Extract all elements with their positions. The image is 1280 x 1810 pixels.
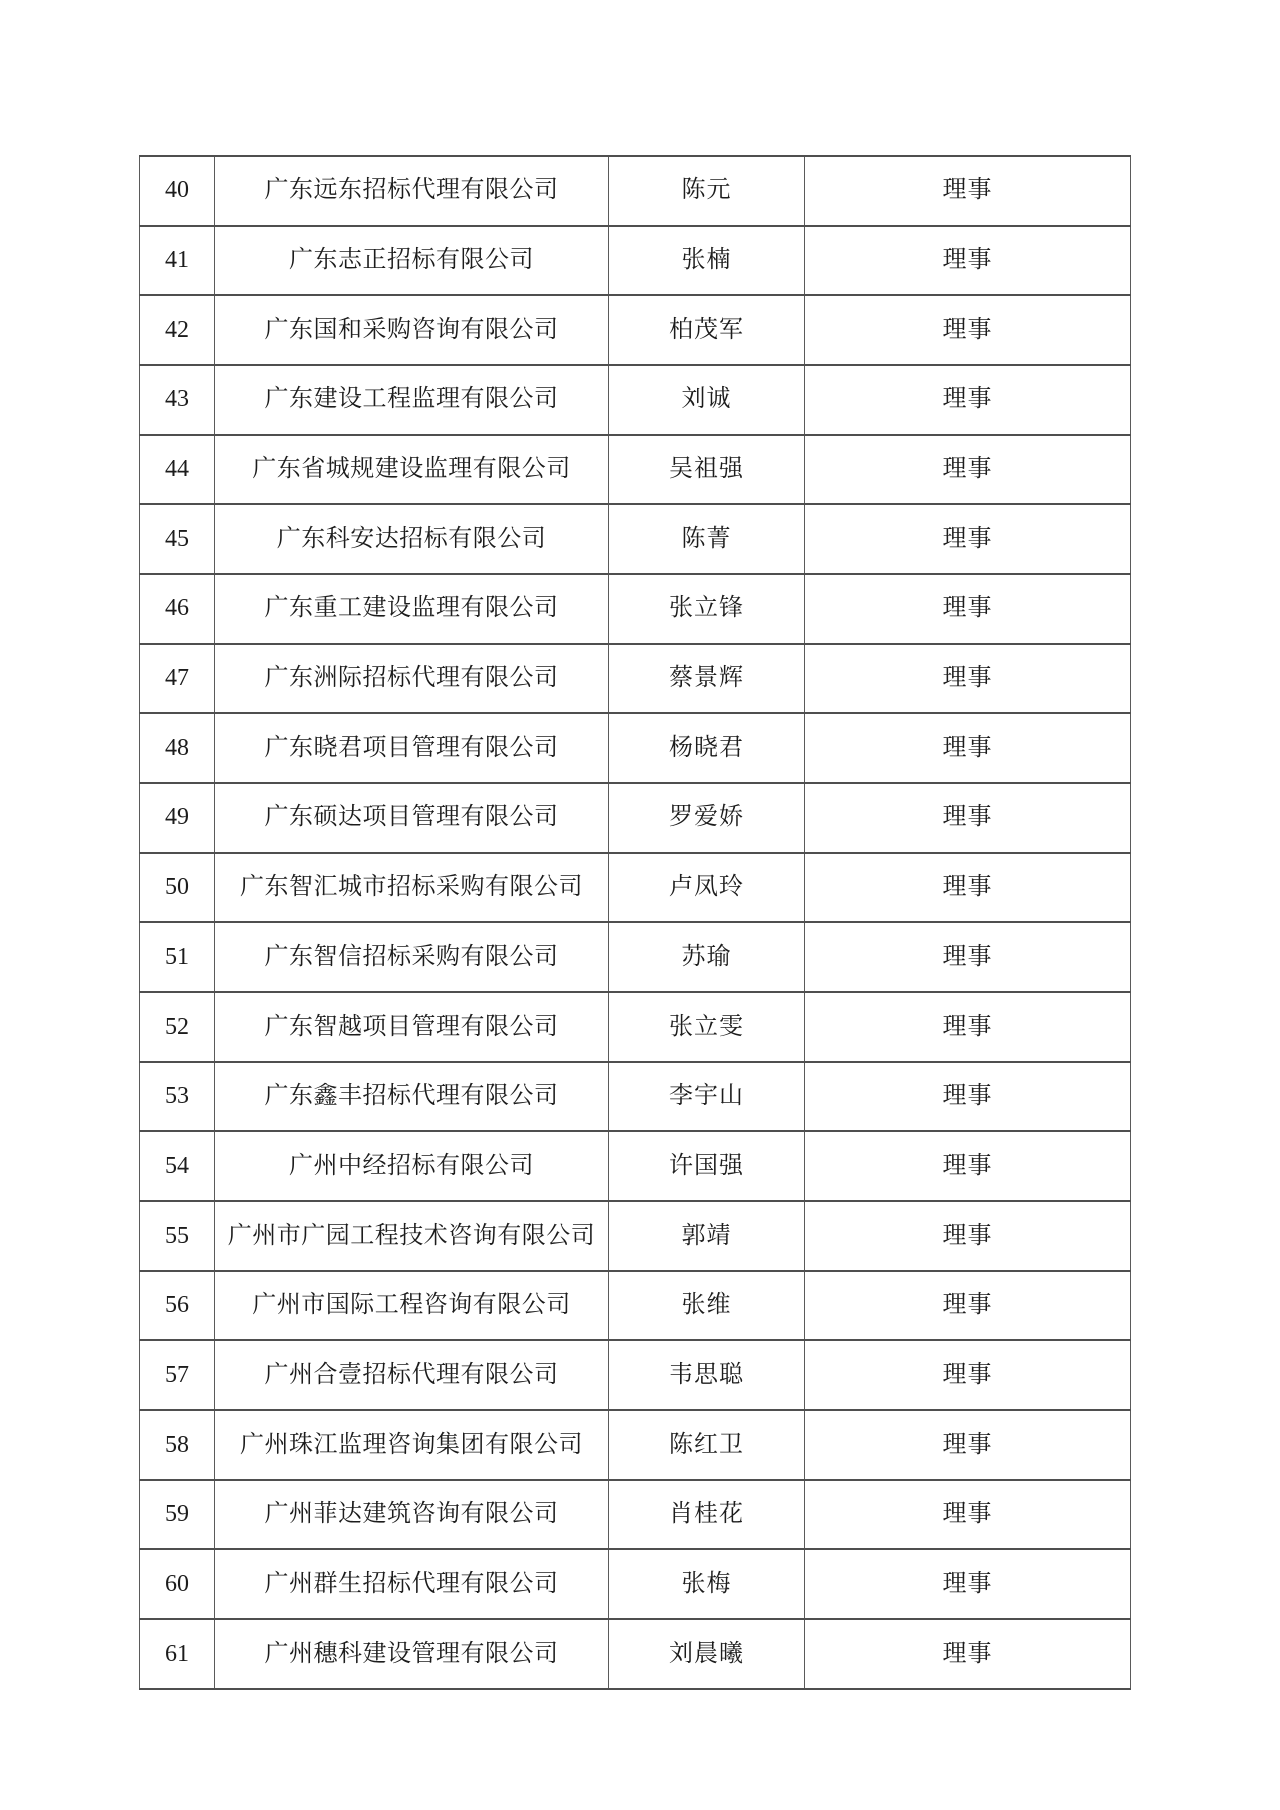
- company-name-cell: 广东智信招标采购有限公司: [215, 922, 609, 992]
- role-cell: 理事: [805, 853, 1131, 923]
- table-row: [140, 504, 1131, 574]
- person-name-cell: 吴祖强: [609, 435, 805, 505]
- company-name-cell: 广州中经招标有限公司: [215, 1131, 609, 1201]
- company-name-cell: 广州珠江监理咨询集团有限公司: [215, 1410, 609, 1480]
- company-name-cell: 广州菲达建筑咨询有限公司: [215, 1480, 609, 1550]
- row-number-cell: 49: [140, 783, 215, 853]
- role-cell: 理事: [805, 226, 1131, 296]
- row-number-cell: 51: [140, 922, 215, 992]
- company-name-cell: 广东省城规建设监理有限公司: [215, 435, 609, 505]
- person-name-cell: 杨晓君: [609, 713, 805, 783]
- role-cell: 理事: [805, 1619, 1131, 1689]
- table-row: [140, 1271, 1131, 1341]
- row-number-cell: 60: [140, 1549, 215, 1619]
- table-row: [140, 365, 1131, 435]
- table-row: [140, 1480, 1131, 1550]
- company-name-cell: 广州市广园工程技术咨询有限公司: [215, 1201, 609, 1271]
- row-number-cell: 48: [140, 713, 215, 783]
- person-name-cell: 蔡景辉: [609, 644, 805, 714]
- person-name-cell: 罗爱娇: [609, 783, 805, 853]
- row-number-cell: 61: [140, 1619, 215, 1689]
- company-name-cell: 广州市国际工程咨询有限公司: [215, 1271, 609, 1341]
- row-number-cell: 57: [140, 1340, 215, 1410]
- row-number-cell: 55: [140, 1201, 215, 1271]
- table-row: [140, 922, 1131, 992]
- row-number-cell: 46: [140, 574, 215, 644]
- row-number-cell: 47: [140, 644, 215, 714]
- person-name-cell: 李宇山: [609, 1062, 805, 1132]
- table-row: [140, 226, 1131, 296]
- role-cell: 理事: [805, 644, 1131, 714]
- company-name-cell: 广东智汇城市招标采购有限公司: [215, 853, 609, 923]
- role-cell: 理事: [805, 713, 1131, 783]
- table-row: [140, 783, 1131, 853]
- table-row: [140, 295, 1131, 365]
- row-number-cell: 44: [140, 435, 215, 505]
- company-name-cell: 广州合壹招标代理有限公司: [215, 1340, 609, 1410]
- company-name-cell: 广东志正招标有限公司: [215, 226, 609, 296]
- role-cell: 理事: [805, 1410, 1131, 1480]
- row-number-cell: 56: [140, 1271, 215, 1341]
- role-cell: 理事: [805, 435, 1131, 505]
- role-cell: 理事: [805, 1549, 1131, 1619]
- role-cell: 理事: [805, 922, 1131, 992]
- member-roster-table: [139, 155, 1131, 1690]
- company-name-cell: 广东硕达项目管理有限公司: [215, 783, 609, 853]
- table-row: [140, 435, 1131, 505]
- person-name-cell: 许国强: [609, 1131, 805, 1201]
- company-name-cell: 广州群生招标代理有限公司: [215, 1549, 609, 1619]
- table-row: [140, 156, 1131, 226]
- company-name-cell: 广东建设工程监理有限公司: [215, 365, 609, 435]
- company-name-cell: 广东晓君项目管理有限公司: [215, 713, 609, 783]
- role-cell: 理事: [805, 992, 1131, 1062]
- person-name-cell: 柏茂军: [609, 295, 805, 365]
- table-row: [140, 853, 1131, 923]
- role-cell: 理事: [805, 504, 1131, 574]
- person-name-cell: 陈元: [609, 156, 805, 226]
- person-name-cell: 郭靖: [609, 1201, 805, 1271]
- person-name-cell: 陈菁: [609, 504, 805, 574]
- person-name-cell: 卢凤玲: [609, 853, 805, 923]
- row-number-cell: 59: [140, 1480, 215, 1550]
- role-cell: 理事: [805, 1201, 1131, 1271]
- role-cell: 理事: [805, 365, 1131, 435]
- table-row: [140, 1062, 1131, 1132]
- person-name-cell: 刘晨曦: [609, 1619, 805, 1689]
- role-cell: 理事: [805, 1480, 1131, 1550]
- row-number-cell: 41: [140, 226, 215, 296]
- person-name-cell: 韦思聪: [609, 1340, 805, 1410]
- person-name-cell: 陈红卫: [609, 1410, 805, 1480]
- role-cell: 理事: [805, 295, 1131, 365]
- company-name-cell: 广东远东招标代理有限公司: [215, 156, 609, 226]
- role-cell: 理事: [805, 1271, 1131, 1341]
- person-name-cell: 张梅: [609, 1549, 805, 1619]
- table-row: [140, 1131, 1131, 1201]
- table-row: [140, 1410, 1131, 1480]
- person-name-cell: 张楠: [609, 226, 805, 296]
- role-cell: 理事: [805, 783, 1131, 853]
- person-name-cell: 张维: [609, 1271, 805, 1341]
- person-name-cell: 苏瑜: [609, 922, 805, 992]
- company-name-cell: 广东国和采购咨询有限公司: [215, 295, 609, 365]
- person-name-cell: 张立锋: [609, 574, 805, 644]
- company-name-cell: 广东智越项目管理有限公司: [215, 992, 609, 1062]
- table-row: [140, 992, 1131, 1062]
- person-name-cell: 张立雯: [609, 992, 805, 1062]
- role-cell: 理事: [805, 1062, 1131, 1132]
- row-number-cell: 43: [140, 365, 215, 435]
- table-row: [140, 644, 1131, 714]
- role-cell: 理事: [805, 156, 1131, 226]
- person-name-cell: 肖桂花: [609, 1480, 805, 1550]
- row-number-cell: 58: [140, 1410, 215, 1480]
- company-name-cell: 广东重工建设监理有限公司: [215, 574, 609, 644]
- company-name-cell: 广州穗科建设管理有限公司: [215, 1619, 609, 1689]
- role-cell: 理事: [805, 1340, 1131, 1410]
- row-number-cell: 45: [140, 504, 215, 574]
- table-row: [140, 1619, 1131, 1689]
- role-cell: 理事: [805, 574, 1131, 644]
- table-row: [140, 1340, 1131, 1410]
- row-number-cell: 53: [140, 1062, 215, 1132]
- row-number-cell: 54: [140, 1131, 215, 1201]
- company-name-cell: 广东鑫丰招标代理有限公司: [215, 1062, 609, 1132]
- table-row: [140, 713, 1131, 783]
- company-name-cell: 广东科安达招标有限公司: [215, 504, 609, 574]
- table-row: [140, 1549, 1131, 1619]
- row-number-cell: 50: [140, 853, 215, 923]
- table-row: [140, 574, 1131, 644]
- company-name-cell: 广东洲际招标代理有限公司: [215, 644, 609, 714]
- member-roster-table-body: [140, 156, 1131, 1689]
- person-name-cell: 刘诚: [609, 365, 805, 435]
- role-cell: 理事: [805, 1131, 1131, 1201]
- row-number-cell: 42: [140, 295, 215, 365]
- row-number-cell: 52: [140, 992, 215, 1062]
- table-row: [140, 1201, 1131, 1271]
- row-number-cell: 40: [140, 156, 215, 226]
